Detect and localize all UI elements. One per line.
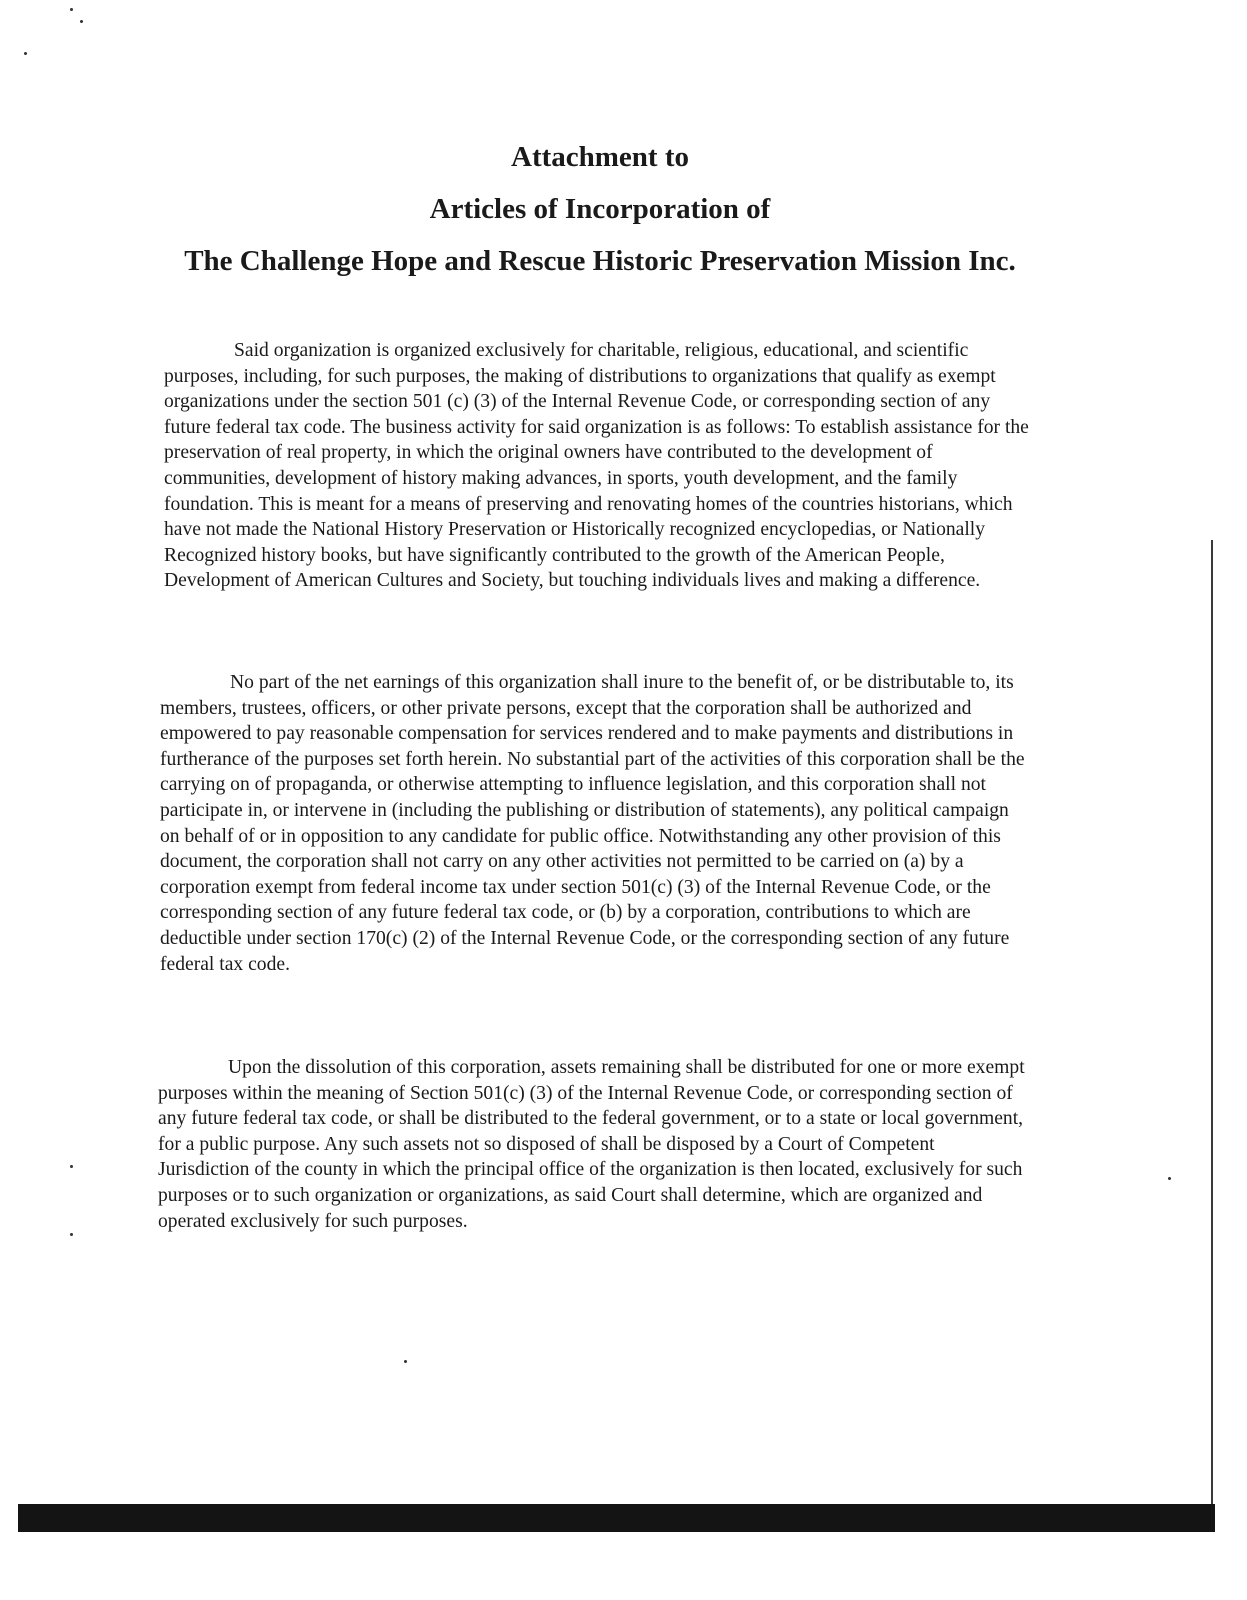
scan-speck: [24, 52, 27, 55]
scan-speck: [70, 8, 73, 11]
scan-speck: [80, 20, 83, 23]
title-attachment: Attachment to: [511, 141, 689, 173]
paragraph-dissolution: Upon the dissolution of this corporation, assets remaining shall be distributed for one or more exempt purposes within the meaning of Section 501(c) (3) of the Internal Revenue Code, or corresponding section of any future federal tax code, or shall be distributed to the federal government, or to a state or local government, for a public purpose. Any such assets not so disposed of shall be disposed by a Court of Competent Jurisdiction of the county in which the principal office of the organization is then located, exclusively for such purposes or to such organization or organizations, as said Court shall determine, which are organized and operated exclusively for such purposes.: [158, 1057, 1025, 1232]
scan-bottom-bar: [18, 1504, 1215, 1532]
scan-speck: [70, 1165, 73, 1168]
scan-speck: [1168, 1177, 1171, 1180]
scan-edge-line: [1211, 540, 1213, 1505]
paragraph-purpose: Said organization is organized exclusively for charitable, religious, educational, and scientific purposes, including, for such purposes, the making of distributions to organizations that qualify as exempt organizations under the section 501 (c) (3) of the Internal Revenue Code, or corresponding section of any future federal tax code. The business activity for said organization is as follows: To establish assistance for the preservation of real property, in which the original owners have contributed to the development of communities, development of history making advances, in sports, youth development, and the family foundation. This is meant for a means of preserving and renovating homes of the countries historians, which have not made the National History Preservation or Historically recognized encyclopedias, or Nationally Recognized history books, but have significantly contributed to the growth of the American People, Development of American Cultures and Society, but touching individuals lives and making a difference.: [164, 340, 1029, 592]
scan-speck: [70, 1233, 73, 1236]
title-organization-name: The Challenge Hope and Rescue Historic Preservation Mission Inc.: [184, 245, 1016, 277]
scan-speck: [404, 1360, 407, 1363]
document-title-block: [160, 140, 1040, 278]
title-articles: Articles of Incorporation of: [429, 193, 771, 225]
paragraph-net-earnings: No part of the net earnings of this organization shall inure to the benefit of, or be distributable to, its members, trustees, officers, or other private persons, except that the corporation shall be authorized and empowered to pay reasonable compensation for services rendered and to make payments and distributions in furtherance of the purposes set forth herein. No substantial part of the activities of this corporation shall be the carrying on of propaganda, or otherwise attempting to influence legislation, and this corporation shall not participate in, or intervene in (including the publishing or distribution of statements), any political campaign on behalf of or in opposition to any candidate for public office. Notwithstanding any other provision of this document, the corporation shall not carry on any other activities not permitted to be carried on (a) by a corporation exempt from federal income tax under section 501(c) (3) of the Internal Revenue Code, or the corresponding section of any future federal tax code, or (b) by a corporation, contributions to which are deductible under section 170(c) (2) of the Internal Revenue Code, or the corresponding section of any future federal tax code.: [160, 672, 1025, 975]
